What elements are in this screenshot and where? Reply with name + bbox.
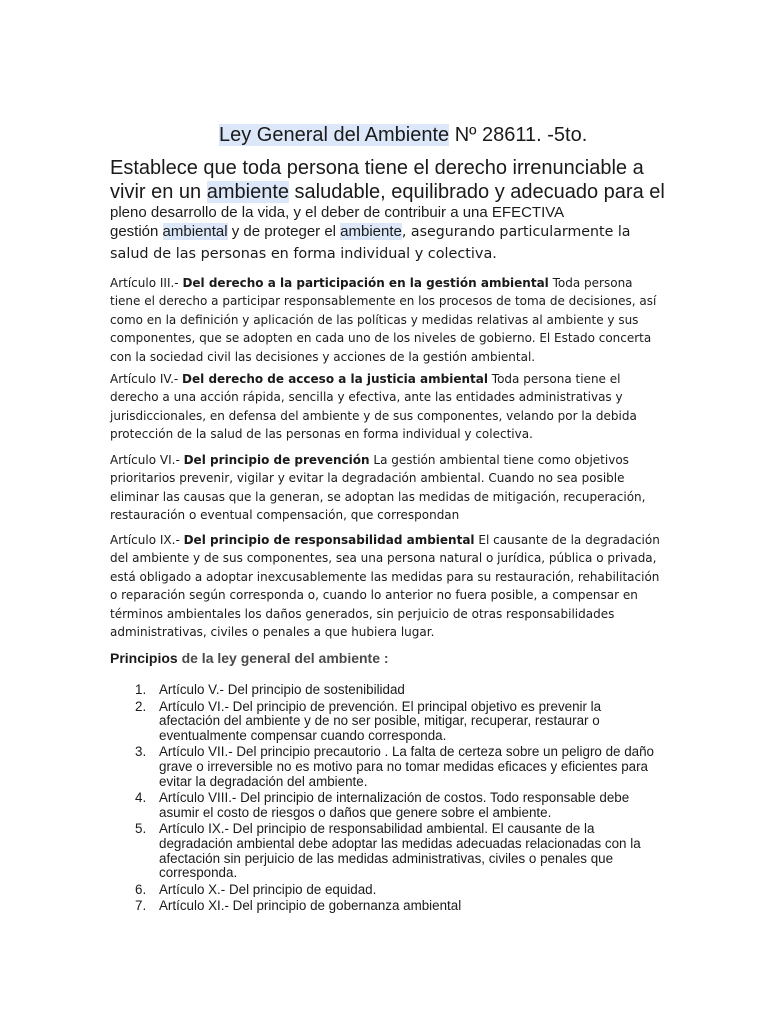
article-iii-body: Toda persona tiene el derecho a participar responsablemente en los procesos de toma de decisiones, así como en la definición y aplicación de las políticas y medidas relativas al ambiente y sus componentes, que se adopten en cada uno de los niveles de gobierno. El Estado concerta con la sociedad civil las decisiones y acciones de la gestión ambiental. <box>110 276 657 364</box>
list-item-number: 4. <box>135 790 147 806</box>
list-item <box>135 822 665 880</box>
list-item <box>135 683 665 698</box>
list-item-text: Artículo V.- Del principio de sostenibilidad <box>159 682 405 697</box>
list-item-text: Artículo XI.- Del principio de gobernanza ambiental <box>159 898 462 914</box>
article-iv-body: Toda persona tiene el derecho a una acción rápida, sencilla y efectiva, ante las entidades administrativas y jurisdiccionales, en defensa del ambiente y de sus componentes, velando por la debida protección de la salud de las personas en forma individual y colectiva. <box>110 372 637 442</box>
title-rest: Nº 28611. -5to. <box>449 124 588 146</box>
article-vi <box>110 451 662 525</box>
article-vi-prefix: Artículo VI.- <box>110 453 184 467</box>
intro-highlight-ambiente-2: ambiente <box>340 223 402 240</box>
list-item <box>135 791 665 820</box>
list-item <box>135 745 665 789</box>
article-ix-body: El causante de la degradación del ambiente y de sus componentes, sea una persona natural o jurídica, pública o privada, está obligado a adoptar inexcusablemente las medidas para su restauración, rehabilitación o reparación según corresponda o, cuando lo anterior no fuera posible, a compensar en términos ambientales los daños generados, sin perjuicio de otras responsabilidades administrativas, civiles o penales a que hubiera lugar. <box>110 533 660 640</box>
list-item-text: Artículo VII.- Del principio precautorio . La falta de certeza sobre un peligro de daño grave o irreversible no es motivo para no tomar medidas eficaces y eficientes para evitar la degradación del ambiente. <box>159 744 654 789</box>
list-item-text: Artículo X.- Del principio de equidad. <box>159 881 377 897</box>
list-item-text: Artículo IX.- Del principio de responsabilidad ambiental. El causante de la degradación ambiental debe adoptar las medidas adecuadas relacionadas con la afectación sin perjuicio de las medidas administrativas, civiles o penales que corresponda. <box>159 821 641 881</box>
principios-heading-rest: de la ley general del ambiente : <box>177 650 389 666</box>
list-item-number: 5. <box>135 821 147 837</box>
principios-heading <box>110 649 670 667</box>
intro-line-2-post: saludable, equilibrado y adecuado para el <box>289 181 665 203</box>
intro-line-4-mid: y de proteger el <box>227 223 341 240</box>
list-item <box>135 883 665 898</box>
article-vi-body: La gestión ambiental tiene como objetivos prioritarios prevenir, vigilar y evitar la degradación ambiental. Cuando no sea posible eliminar las causas que la generan, se adoptan las medidas de mitigación, recuperación, restauración o eventual compensación, que correspondan <box>110 453 646 523</box>
article-vi-heading: Del principio de prevención <box>183 453 370 467</box>
document-title <box>219 123 739 147</box>
intro-line-2 <box>110 180 670 204</box>
list-item-number: 6. <box>135 881 147 897</box>
title-highlight: Ley General del Ambiente <box>219 124 450 146</box>
intro-highlight-ambiental: ambiental <box>162 223 228 240</box>
article-iv-heading: Del derecho de acceso a la justicia ambiental <box>182 372 488 386</box>
article-iv <box>110 370 662 444</box>
intro-highlight-ambiente: ambiente <box>206 181 289 203</box>
article-ix-prefix: Artículo IX.- <box>110 533 184 547</box>
list-item-number: 3. <box>135 744 147 760</box>
intro-line-5: salud de las personas en forma individual y colectiva. <box>110 246 497 262</box>
principios-heading-bold: Principios <box>110 650 178 666</box>
intro-line-3: pleno desarrollo de la vida, y el deber de contribuir a una EFECTIVA <box>110 204 565 221</box>
article-iv-prefix: Artículo IV.- <box>110 372 183 386</box>
list-item-text: Artículo VI.- Del principio de prevención. El principal objetivo es prevenir la afectación del ambiente y de no ser posible, mitigar, recuperar, restaurar o eventualmente compensar cuando corresponda. <box>159 698 602 743</box>
list-item <box>135 899 665 914</box>
list-item <box>135 700 665 744</box>
intro-line-1: Establece que toda persona tiene el derecho irrenunciable a <box>110 157 644 179</box>
article-iii <box>110 274 662 366</box>
intro-line-4-post: , asegurando particularmente la <box>401 224 631 240</box>
list-item-text: Artículo VIII.- Del principio de internalización de costos. Todo responsable debe asumir el costo de riesgos o daños que genere sobre el ambiente. <box>159 790 630 820</box>
article-iii-prefix: Artículo III.- <box>110 276 183 290</box>
article-iii-heading: Del derecho a la participación en la gestión ambiental <box>182 276 549 290</box>
list-item-number: 1. <box>135 682 147 697</box>
intro-line-4-pre: gestión <box>110 223 163 240</box>
principios-list <box>135 683 665 916</box>
intro-line-2-pre: vivir en un <box>110 181 207 203</box>
article-ix <box>110 531 662 641</box>
intro-line-4 <box>110 222 670 242</box>
article-ix-heading: Del principio de responsabilidad ambiental <box>183 533 475 547</box>
list-item-number: 2. <box>135 698 147 714</box>
list-item-number: 7. <box>135 898 147 914</box>
